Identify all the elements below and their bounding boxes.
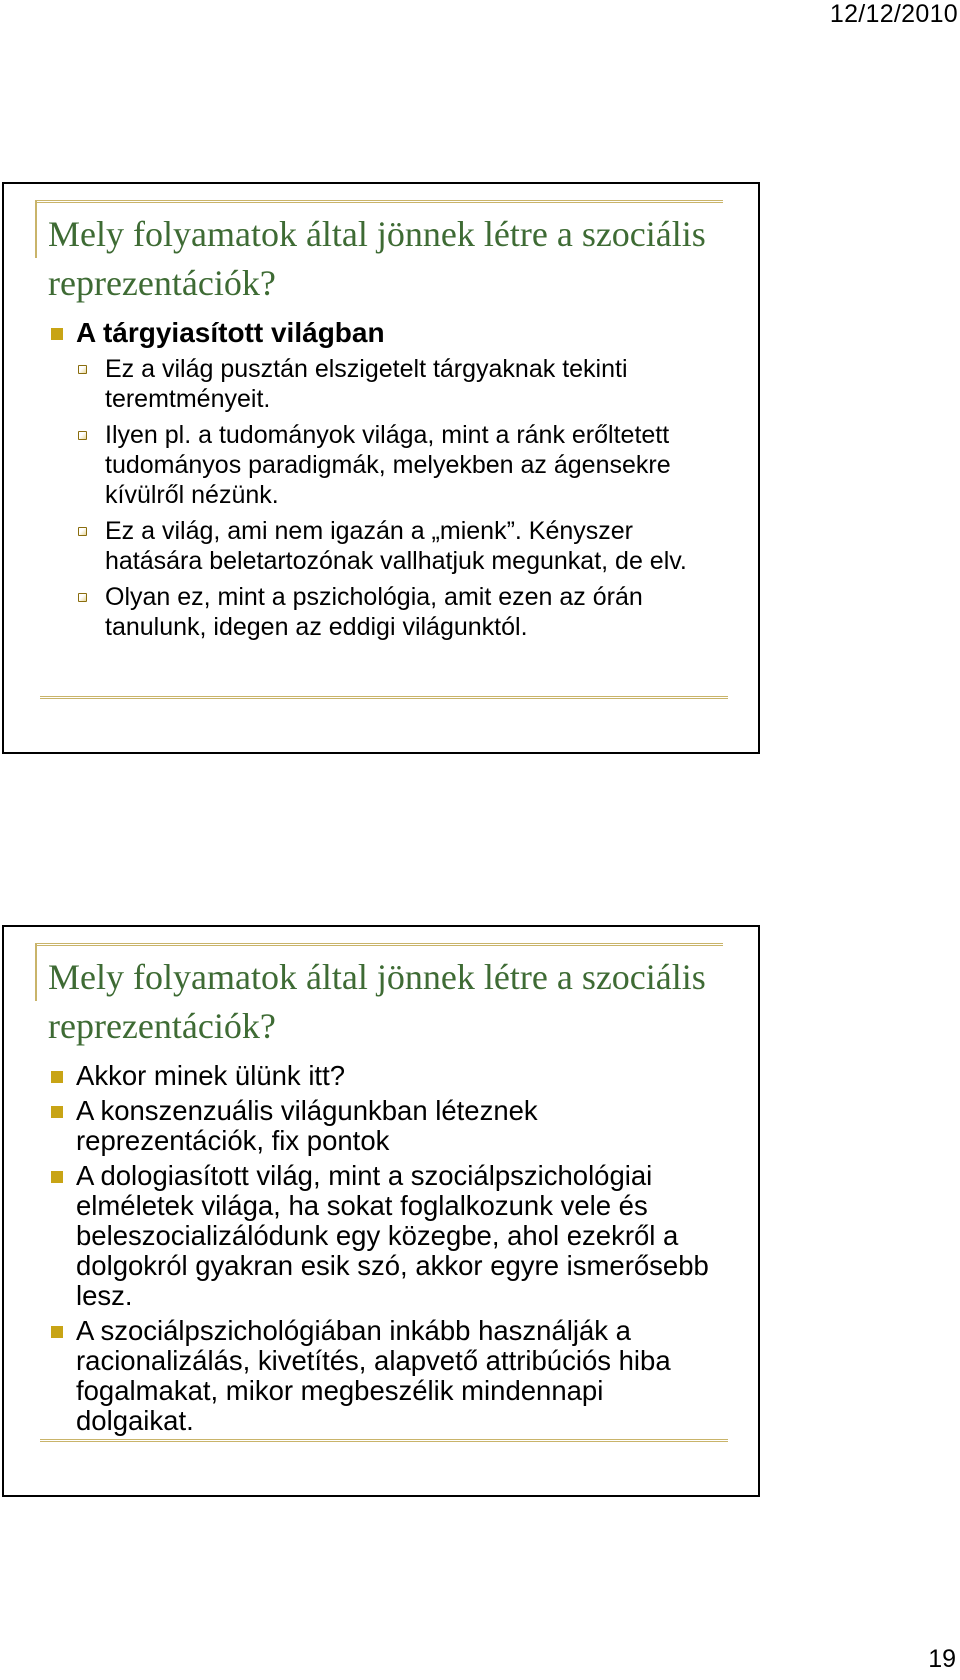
bullet-text: A szociálpszichológiában inkább használják a racionalizálás, kivetítés, alapvető attribúciós hiba fogalmakat, mikor megbeszélik mindennapi dolgaikat. [76,1315,671,1436]
page-number: 19 [928,1645,956,1673]
title-accent-bar [35,943,37,1001]
bullet-heading [4,318,754,348]
title-accent-bar [35,200,37,258]
bullet-text: A dologiasított világ, mint a szociálpszichológiai elméletek világa, ha sokat foglalkozunk vele és beleszocializálódunk egy közegbe, ahol ezekről a dolgokról gyakran esik szó, akkor egyre ismerősebb lesz. [76,1160,709,1311]
sub-bullet [4,354,754,414]
square-bullet-icon [51,328,63,340]
bullet-text: A tárgyiasított világban [76,317,385,348]
slide-content [4,1061,754,1441]
sub-bullet-text: Ez a világ, ami nem igazán a „mienk”. Kényszer hatására beletartozónak vallhatjuk megunkat, de elv. [105,517,687,575]
square-bullet-icon [51,1106,63,1118]
title-accent-line [35,200,723,203]
checkbox-bullet-icon [78,527,87,536]
slide-content [4,318,754,648]
sub-bullet-text: Ez a világ pusztán elszigetelt tárgyaknak tekinti teremtményeit. [105,355,628,413]
sub-bullet-text: Olyan ez, mint a pszichológia, amit ezen az órán tanulunk, idegen az eddigi világunktól. [105,583,643,641]
sub-bullet-text: Ilyen pl. a tudományok világa, mint a ránk erőltetett tudományos paradigmák, melyekben az ágensekre kívülről nézünk. [105,421,671,509]
sub-bullet [4,582,754,642]
footer-accent-line [40,1439,728,1442]
bullet-item [4,1316,754,1436]
square-bullet-icon [51,1171,63,1183]
slide-title: Mely folyamatok által jönnek létre a szociális reprezentációk? [48,214,706,303]
bullet-item [4,1061,754,1091]
slide-1 [2,182,760,754]
square-bullet-icon [51,1071,63,1083]
sub-bullet [4,516,754,576]
checkbox-bullet-icon [78,431,87,440]
print-date: 12/12/2010 [829,0,958,28]
bullet-text: A konszenzuális világunkban léteznek reprezentációk, fix pontok [76,1095,538,1156]
title-accent-line [35,943,723,946]
footer-accent-line [40,696,728,699]
square-bullet-icon [51,1326,63,1338]
slide-title: Mely folyamatok által jönnek létre a szociális reprezentációk? [48,957,706,1046]
bullet-text: Akkor minek ülünk itt? [76,1060,345,1091]
sub-bullet [4,420,754,510]
checkbox-bullet-icon [78,593,87,602]
slide-2 [2,925,760,1497]
bullet-item [4,1161,754,1311]
checkbox-bullet-icon [78,365,87,374]
bullet-item [4,1096,754,1156]
